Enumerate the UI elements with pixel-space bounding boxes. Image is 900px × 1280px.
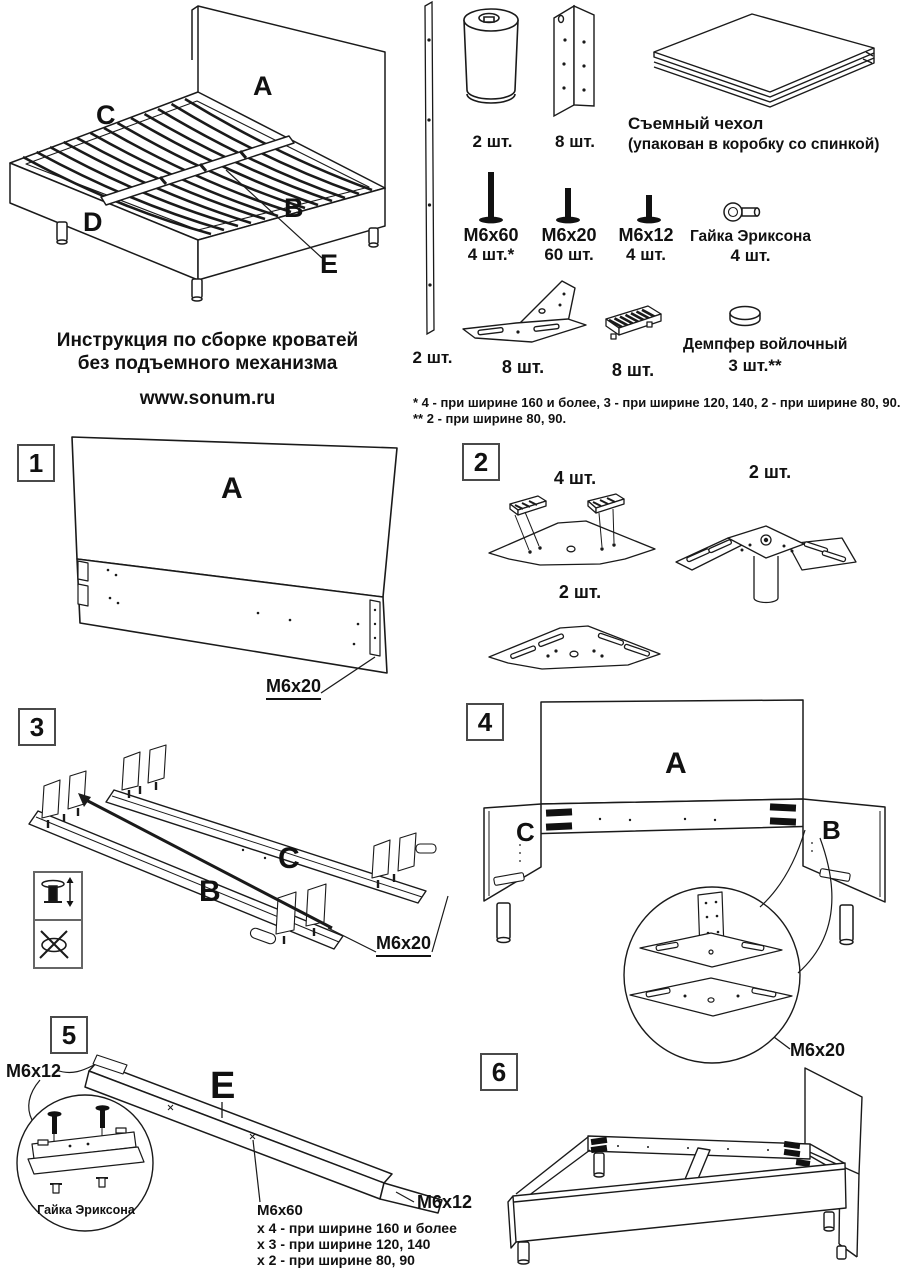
corner-plate-qty: 8 шт. bbox=[501, 357, 545, 377]
erikson-nut-qty: 4 шт. bbox=[730, 246, 771, 265]
step6-number: 6 bbox=[480, 1053, 518, 1091]
step4-fastener-leader bbox=[774, 1037, 790, 1049]
leg-part-icon bbox=[457, 4, 525, 110]
step4-drawing bbox=[460, 695, 900, 1067]
overview-label-c: C bbox=[96, 100, 116, 130]
angle-bracket-part-icon bbox=[544, 2, 606, 118]
felt-damper-part-icon bbox=[726, 303, 766, 329]
rail-b bbox=[29, 811, 343, 949]
long-slat-qty: 2 шт. bbox=[412, 348, 453, 367]
bolt-m6x12-icon bbox=[636, 193, 662, 226]
bolt-m6x20-name: M6x20 bbox=[541, 225, 597, 245]
cover-title: Съемный чехол bbox=[628, 114, 764, 133]
step3-number: 3 bbox=[18, 708, 56, 746]
step5-nut-label: Гайка Эриксона bbox=[37, 1203, 135, 1217]
bolt-m6x60-icon bbox=[478, 170, 504, 226]
doc-title-line1: Инструкция по сборке кроватей bbox=[56, 330, 359, 351]
step2-plain-plate-drawing bbox=[482, 604, 668, 670]
felt-damper-qty: 3 шт.** bbox=[728, 356, 782, 375]
step4-fastener-label: M6x20 bbox=[790, 1040, 846, 1060]
step5-fastener-right-label: M6x12 bbox=[417, 1192, 473, 1212]
step5-m6x60-note1: x 4 - при ширине 160 и более bbox=[257, 1220, 457, 1236]
cover-part-icon bbox=[634, 6, 890, 122]
step4-label-a: A bbox=[665, 747, 687, 780]
overview-label-a: A bbox=[253, 71, 273, 101]
detail-bracket-assembly bbox=[630, 892, 792, 1016]
step5-m6x60-note3: x 2 - при ширине 80, 90 bbox=[257, 1252, 415, 1268]
slat-holder-qty: 8 шт. bbox=[611, 360, 655, 380]
overview-label-d: D bbox=[83, 207, 103, 237]
bolt-m6x60-name: M6x60 bbox=[463, 225, 519, 245]
cover-subtitle: (упакован в коробку со спинкой) bbox=[628, 136, 880, 153]
bolt-m6x12-qty: 4 шт. bbox=[626, 245, 666, 264]
step5-number: 5 bbox=[50, 1016, 88, 1054]
step2-qty-damper-sets: 4 шт. bbox=[553, 468, 597, 488]
step2-plate-with-leg-drawing bbox=[670, 498, 862, 616]
bolt-m6x60-qty: 4 шт.* bbox=[467, 245, 515, 264]
doc-title-line2: без подъемного механизма bbox=[77, 353, 338, 374]
footnote-1: * 4 - при ширине 160 и более, 3 - при ширине 120, 140, 2 - при ширине 80, 90. bbox=[413, 395, 900, 410]
step4-label-b: B bbox=[822, 815, 841, 845]
step5-m6x60-note2: x 3 - при ширине 120, 140 bbox=[257, 1236, 431, 1252]
step1-fastener-label: M6x20 bbox=[266, 676, 321, 700]
step3-label-b: B bbox=[199, 875, 221, 908]
bolt-m6x12-name: M6x12 bbox=[618, 225, 674, 245]
step6-drawing bbox=[488, 1056, 900, 1280]
corner-plate-part-icon bbox=[458, 278, 592, 346]
side-panel-b bbox=[803, 799, 885, 945]
step1-label-a: A bbox=[221, 472, 243, 505]
step3-fastener-label: M6x20 bbox=[376, 933, 431, 957]
felt-dampers bbox=[510, 494, 624, 515]
leg-qty: 2 шт. bbox=[472, 132, 513, 151]
footnote-2: ** 2 - при ширине 80, 90. bbox=[413, 411, 567, 426]
step4-number: 4 bbox=[466, 703, 504, 741]
angle-bracket-qty: 8 шт. bbox=[555, 132, 595, 151]
step2-qty-leg-plates: 2 шт. bbox=[748, 462, 792, 482]
bolt-m6x20-qty: 60 шт. bbox=[544, 245, 594, 264]
overview-bed-drawing bbox=[0, 0, 410, 312]
overview-label-b: B bbox=[284, 193, 304, 223]
step2-plate-with-dampers-drawing bbox=[482, 492, 664, 574]
step1-drawing bbox=[58, 428, 404, 700]
overview-label-e: E bbox=[320, 249, 339, 279]
step1-number: 1 bbox=[17, 444, 55, 482]
slat-holder-part-icon bbox=[597, 302, 667, 350]
step2-number: 2 bbox=[462, 443, 500, 481]
step2-qty-plates: 2 шт. bbox=[558, 582, 602, 602]
long-slat-part-icon bbox=[416, 0, 442, 344]
step5-m6x60-title: M6x60 bbox=[257, 1202, 303, 1219]
step3-label-c: C bbox=[278, 842, 300, 875]
erikson-nut-name: Гайка Эриксона bbox=[689, 228, 812, 245]
rail-c-left-brackets bbox=[122, 745, 166, 798]
felt-damper-name: Демпфер войлочный bbox=[683, 336, 848, 353]
step4-label-c: C bbox=[516, 817, 535, 847]
step5-fastener-left-label: M6x12 bbox=[6, 1061, 62, 1081]
website-url: www.sonum.ru bbox=[139, 388, 276, 409]
erikson-nut-icon bbox=[722, 200, 768, 224]
step5-label-e: E bbox=[210, 1065, 236, 1107]
bolt-m6x20-icon bbox=[555, 186, 581, 226]
